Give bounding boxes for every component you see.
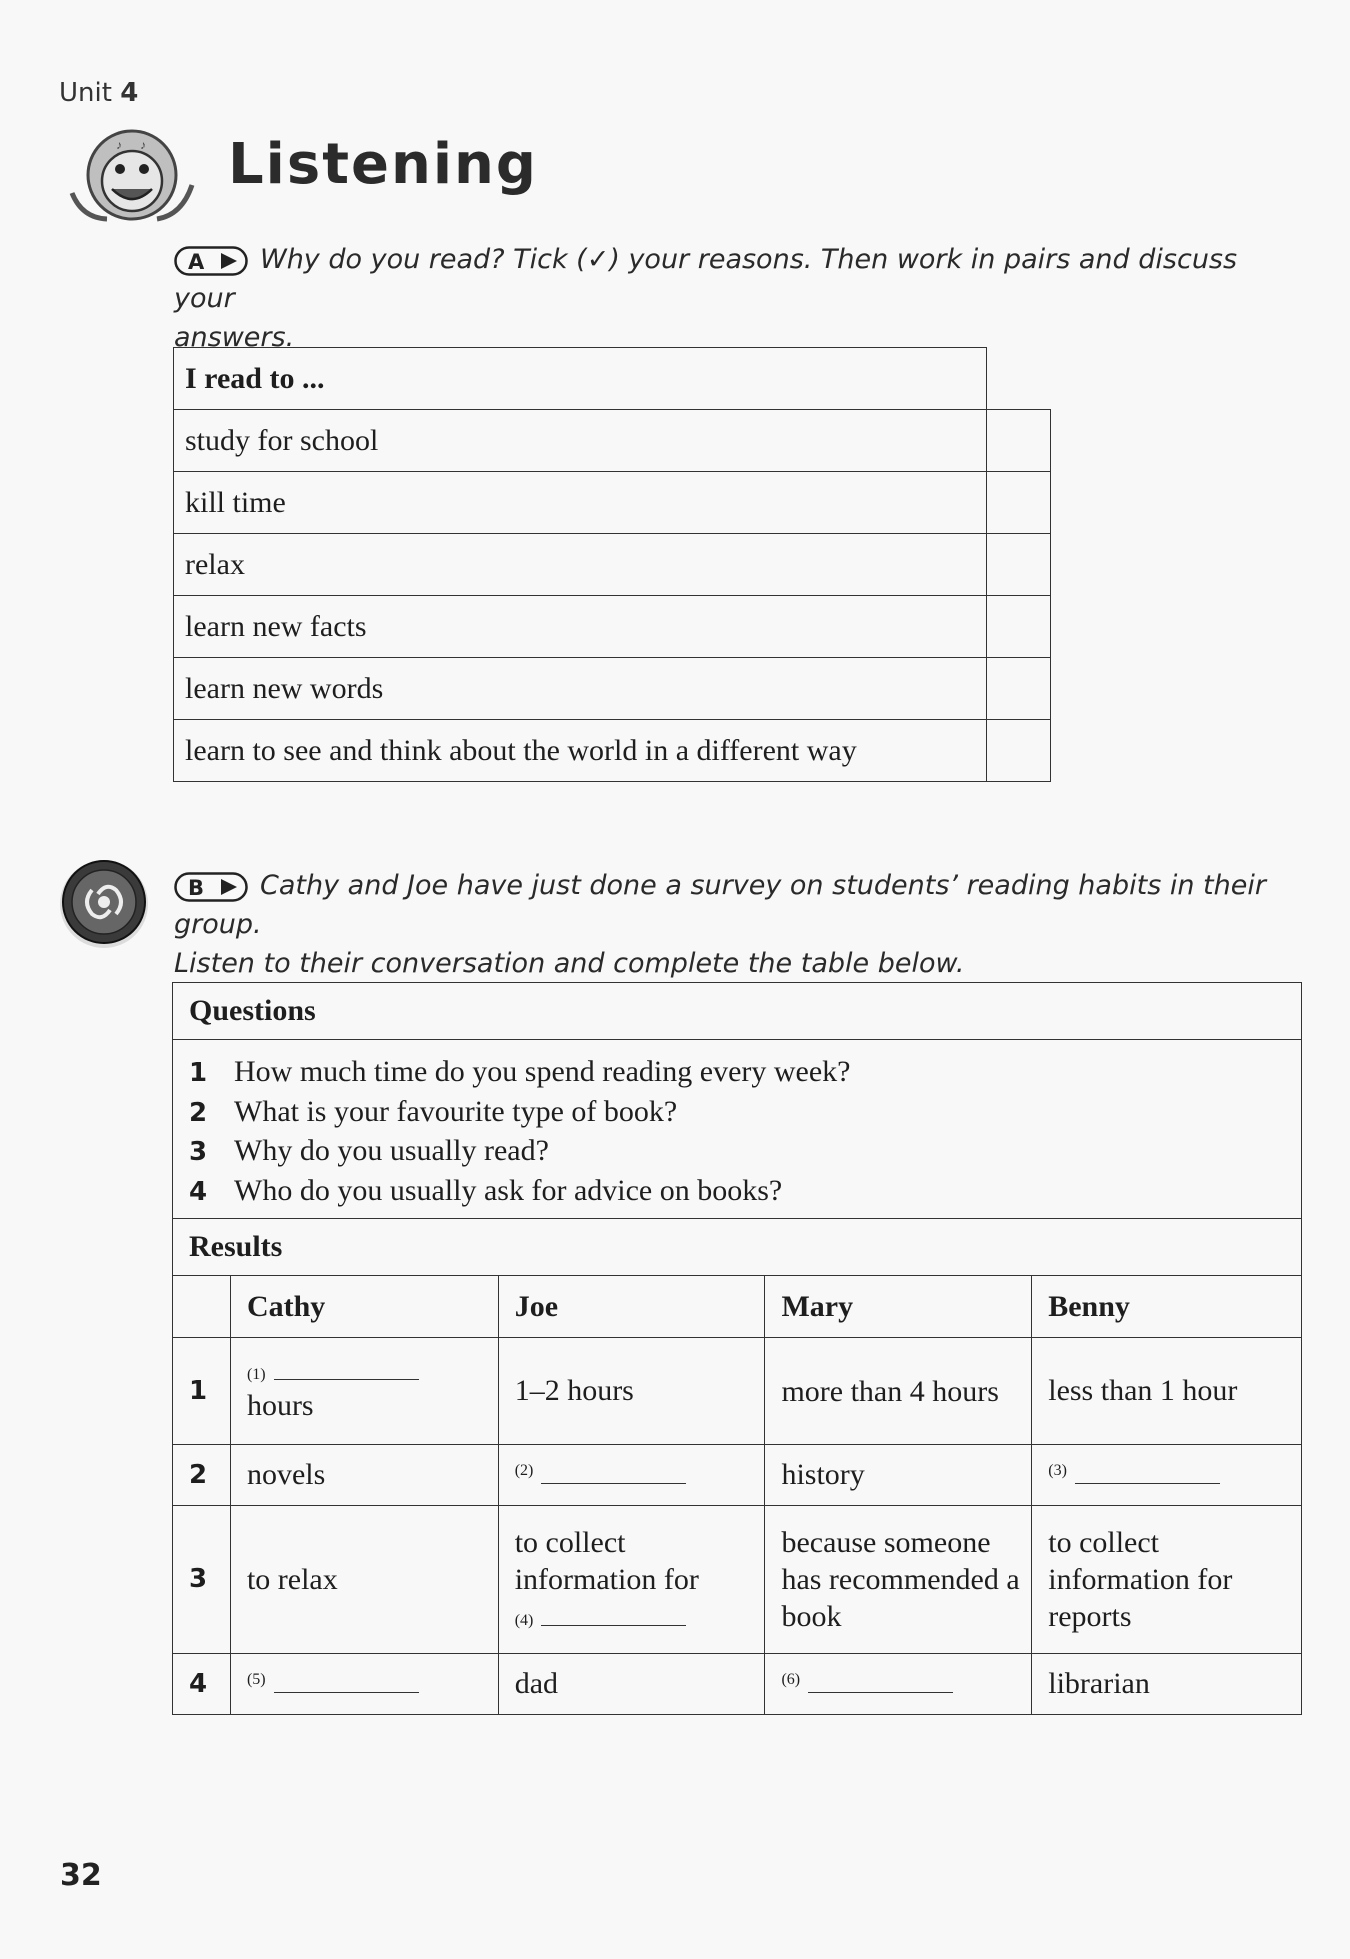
table-row <box>173 1338 1302 1445</box>
tick-box[interactable] <box>987 534 1051 596</box>
answer-blank-4[interactable] <box>541 1605 686 1626</box>
reason-label: learn new words <box>174 658 987 720</box>
blank-number: (3) <box>1048 1462 1067 1479</box>
cell-cathy: novels <box>230 1445 498 1506</box>
row-number: 3 <box>173 1506 231 1654</box>
cell-benny: librarian <box>1032 1654 1302 1715</box>
cell-mary: history <box>765 1445 1032 1506</box>
table-row <box>174 720 1051 782</box>
blank-number: (5) <box>246 1671 266 1688</box>
cell-joe: dad <box>498 1654 765 1715</box>
row-number: 4 <box>173 1654 231 1715</box>
question-item: 4 Who do you usually ask for advice on books? <box>189 1173 783 1207</box>
table-row <box>174 410 1051 472</box>
tick-box[interactable] <box>987 472 1051 534</box>
blank-number: (6) <box>781 1671 801 1688</box>
page-number: 32 <box>60 1858 102 1893</box>
question-item: 2 What is your favourite type of book? <box>189 1094 678 1128</box>
names-row <box>173 1276 1302 1338</box>
exercise-b-badge-icon <box>174 872 248 902</box>
name-benny: Benny <box>1032 1276 1302 1338</box>
table-row <box>174 534 1051 596</box>
exercise-b-instruction: B Cathy and Joe have just done a survey on students’ reading habits in their group. Listen to their conversation and complete the table below. <box>174 870 1266 979</box>
svg-text:A: A <box>188 249 205 274</box>
table-row <box>173 1654 1302 1715</box>
cell-mary <box>765 1654 1032 1715</box>
cell-cathy: $^{(1)}$ hours <box>230 1338 498 1445</box>
exercise-a-instruction: A Why do you read? Tick (✓) your reasons. Then work in pairs and discuss your answers. <box>174 244 1238 353</box>
blank-number: (4) <box>514 1612 534 1629</box>
reason-label: kill time <box>174 472 987 534</box>
answer-blank-6[interactable] <box>808 1672 953 1693</box>
row-number: 2 <box>173 1445 231 1506</box>
tick-box[interactable] <box>987 410 1051 472</box>
cell-mary: because someone has recommended a book <box>765 1506 1032 1654</box>
table-row <box>174 472 1051 534</box>
tick-box[interactable] <box>987 658 1051 720</box>
answer-blank-2[interactable] <box>541 1463 686 1484</box>
cell-cathy <box>230 1654 498 1715</box>
name-joe: Joe <box>498 1276 765 1338</box>
cell-benny <box>1032 1445 1302 1506</box>
blank-number: (2) <box>514 1462 534 1479</box>
name-mary: Mary <box>765 1276 1032 1338</box>
exercise-a-badge-icon <box>174 246 248 276</box>
reasons-table-header: I read to ... <box>174 348 987 410</box>
cell-benny: less than 1 hour <box>1032 1338 1302 1445</box>
section-title: Listening <box>228 132 538 197</box>
tick-box[interactable] <box>987 720 1051 782</box>
survey-table <box>172 982 1302 1715</box>
unit-number: 4 <box>120 78 139 108</box>
table-row <box>174 658 1051 720</box>
reason-label: learn new facts <box>174 596 987 658</box>
cell-joe <box>498 1445 765 1506</box>
cell-benny: to collect information for reports <box>1032 1506 1302 1654</box>
listening-mascot-icon <box>62 123 202 231</box>
results-header: Results <box>173 1219 1302 1276</box>
name-cathy: Cathy <box>230 1276 498 1338</box>
reason-label: learn to see and think about the world in a different way <box>174 720 987 782</box>
cell-joe: to collect information for $^{(4)}$ <box>498 1506 765 1654</box>
questions-header: Questions <box>173 983 1302 1040</box>
table-row <box>174 596 1051 658</box>
cell-joe: 1–2 hours <box>498 1338 765 1445</box>
reason-label: relax <box>174 534 987 596</box>
question-item: 3 Why do you usually read? <box>189 1134 549 1167</box>
cell-mary: more than 4 hours <box>765 1338 1032 1445</box>
row-number: 1 <box>173 1338 231 1445</box>
audio-cd-icon[interactable] <box>58 856 154 956</box>
table-row <box>173 1445 1302 1506</box>
reasons-table <box>173 347 1051 782</box>
svg-text:♪: ♪ <box>116 138 122 152</box>
answer-blank-3[interactable] <box>1075 1463 1220 1484</box>
blank-number: (1) <box>246 1366 266 1383</box>
answer-blank-1[interactable] <box>274 1359 419 1380</box>
questions-list <box>173 1040 1302 1219</box>
tick-box[interactable] <box>987 596 1051 658</box>
cell-cathy: to relax <box>230 1506 498 1654</box>
reason-label: study for school <box>174 410 987 472</box>
svg-text:♪: ♪ <box>140 138 146 152</box>
question-item: 1 How much time do you spend reading every week? <box>189 1055 851 1088</box>
answer-blank-5[interactable] <box>274 1672 419 1693</box>
unit-label: Unit 4 <box>59 78 139 108</box>
svg-text:B: B <box>188 875 205 900</box>
table-row <box>173 1506 1302 1654</box>
